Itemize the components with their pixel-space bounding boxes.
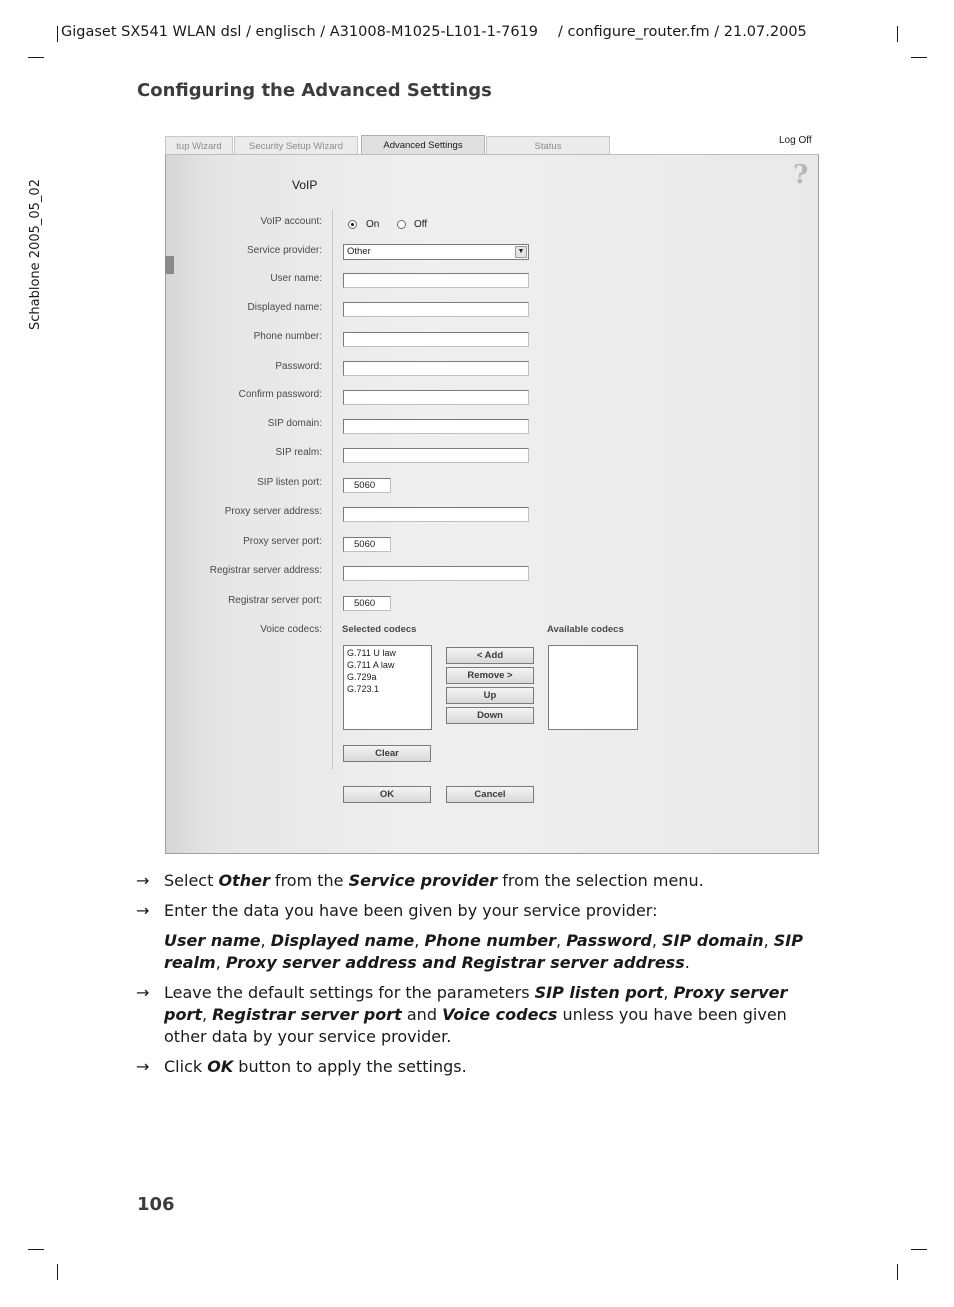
voip-off-radio[interactable] [397,220,406,229]
instruction-step-2 [136,900,826,922]
list-item[interactable]: G.711 A law [347,660,395,670]
move-down-button[interactable]: Down [446,707,534,724]
service-provider-select[interactable] [343,244,529,260]
phone-number-input[interactable] [343,332,529,347]
voip-on-radio[interactable] [348,220,357,229]
crop-mark [57,26,58,42]
sip-realm-input[interactable] [343,448,529,463]
page-number: 106 [137,1194,175,1215]
crop-mark [911,1249,927,1250]
arrow-icon: → [136,1057,150,1076]
help-icon[interactable]: ? [793,160,809,190]
displayed-name-input[interactable] [343,302,529,317]
scroll-marker [165,256,174,274]
label-user-name: User name: [270,273,322,284]
label-proxy-server-address: Proxy server address: [224,506,322,517]
selected-codecs-heading: Selected codecs [342,624,417,635]
label-sip-domain: SIP domain: [267,418,322,429]
list-item[interactable]: G.711 U law [347,648,396,658]
crop-mark [897,26,898,42]
label-phone-number: Phone number: [253,331,322,342]
proxy-server-address-input[interactable] [343,507,529,522]
step-text: Click OK button to apply the settings. [164,1057,467,1076]
tab-security-setup-wizard[interactable]: Security Setup Wizard [234,136,358,154]
tab-setup-wizard[interactable]: tup Wizard [165,136,233,154]
label-registrar-server-port: Registrar server port: [228,595,322,606]
label-password: Password: [275,361,322,372]
instruction-step-1 [136,870,826,892]
ok-button[interactable]: OK [343,786,431,803]
arrow-icon: → [136,871,150,890]
sip-domain-input[interactable] [343,419,529,434]
label-voip-account: VoIP account: [260,216,322,227]
column-divider [332,210,333,770]
label-displayed-name: Displayed name: [247,302,322,313]
sip-listen-port-input[interactable]: 5060 [343,478,391,493]
tab-advanced-settings[interactable]: Advanced Settings [361,135,485,156]
voip-off-label: Off [414,219,428,230]
confirm-password-input[interactable] [343,390,529,405]
label-proxy-server-port: Proxy server port: [243,536,322,547]
crop-mark [57,1264,58,1280]
label-registrar-server-address: Registrar server address: [209,565,322,576]
crop-mark [28,57,44,58]
voip-on-label: On [366,219,380,230]
list-item[interactable]: G.723.1 [347,684,380,694]
service-provider-value: Other [347,246,371,257]
step-text: Leave the default settings for the parameters SIP listen port, Proxy server port, Registrar server port and Voice codecs unless you have been given other data by your service provider. [164,983,788,1046]
proxy-server-port-input[interactable]: 5060 [343,537,391,552]
tab-status[interactable]: Status [486,136,610,154]
available-codecs-heading: Available codecs [547,624,624,635]
clear-button[interactable]: Clear [343,745,431,762]
label-sip-realm: SIP realm: [275,447,322,458]
registrar-server-address-input[interactable] [343,566,529,581]
instruction-step-4 [136,1056,826,1078]
section-heading-voip: VoIP [292,178,318,192]
crop-mark [897,1264,898,1280]
step-text: Select Other from the Service provider from the selection menu. [164,871,704,890]
page-title: Configuring the Advanced Settings [137,80,492,101]
instruction-step-3 [136,982,826,1048]
available-codecs-list[interactable] [548,645,638,730]
selected-codecs-list[interactable] [343,645,432,730]
logoff-link[interactable]: Log Off [779,135,812,146]
header-right: / configure_router.fm / 21.07.2005 [558,24,807,40]
arrow-icon: → [136,901,150,920]
move-up-button[interactable]: Up [446,687,534,704]
side-template-label: Schablone 2005_05_02 [28,179,43,330]
password-input[interactable] [343,361,529,376]
label-service-provider: Service provider: [246,245,322,256]
chevron-down-icon[interactable]: ▼ [515,246,527,258]
list-item[interactable]: G.729a [347,672,377,682]
label-sip-listen-port: SIP listen port: [257,477,322,488]
remove-codec-button[interactable]: Remove > [446,667,534,684]
user-name-input[interactable] [343,273,529,288]
instruction-step-2-fields: User name, Displayed name, Phone number, Password, SIP domain, SIP realm, Proxy server address and Registrar server address. [164,931,803,972]
add-codec-button[interactable]: < Add [446,647,534,664]
registrar-server-port-input[interactable]: 5060 [343,596,391,611]
crop-mark [911,57,927,58]
label-voice-codecs: Voice codecs: [260,624,322,635]
arrow-icon: → [136,983,150,1002]
cancel-button[interactable]: Cancel [446,786,534,803]
router-screenshot [165,134,819,854]
label-confirm-password: Confirm password: [238,389,322,400]
header-left: Gigaset SX541 WLAN dsl / englisch / A31008-M1025-L101-1-7619 [61,24,539,40]
crop-mark [28,1249,44,1250]
step-text: Enter the data you have been given by your service provider: [164,901,658,920]
